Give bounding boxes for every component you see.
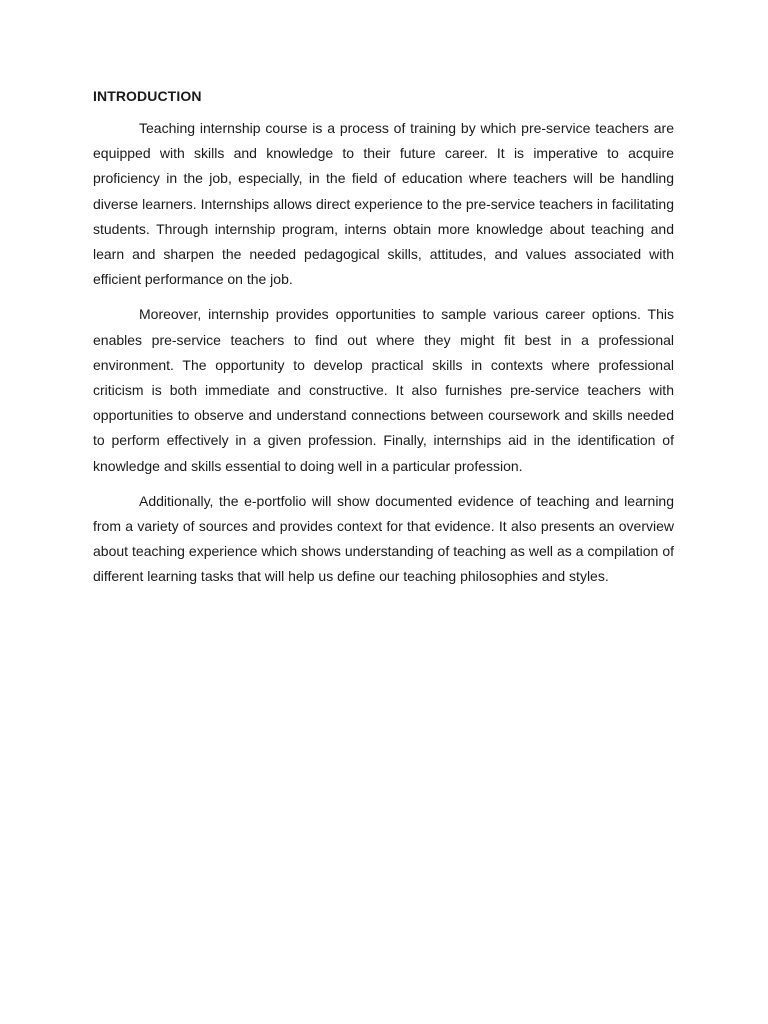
section-heading: INTRODUCTION — [93, 88, 202, 104]
paragraph-2: Moreover, internship provides opportunities to sample various career options. This enables pre-service teachers to find out where they might fit best in a professional environment. The opportunity to develop practical skills in contexts where professional criticism is both immediate and constructive. It also furnishes pre-service teachers with opportunities to observe and understand connections between coursework and skills needed to perform effectively in a given profession. Finally, internships aid in the identification of knowledge and skills essential to doing well in a particular profession. — [93, 306, 674, 474]
paragraph-3: Additionally, the e-portfolio will show documented evidence of teaching and learning from a variety of sources and provides context for that evidence. It also presents an overview about teaching experience which shows understanding of teaching as well as a compilation of different learning tasks that will help us define our teaching philosophies and styles. — [93, 492, 674, 585]
paragraph-1: Teaching internship course is a process of training by which pre-service teachers are equipped with skills and knowledge to their future career. It is imperative to acquire proficiency in the job, especially, in the field of education where teachers will be handling diverse learners. Internships allows direct experience to the pre-service teachers in facilitating students. Through internship program, interns obtain more knowledge about teaching and learn and sharpen the needed pedagogical skills, attitudes, and values associated with efficient performance on the job. — [93, 120, 674, 288]
document-body — [93, 86, 674, 600]
